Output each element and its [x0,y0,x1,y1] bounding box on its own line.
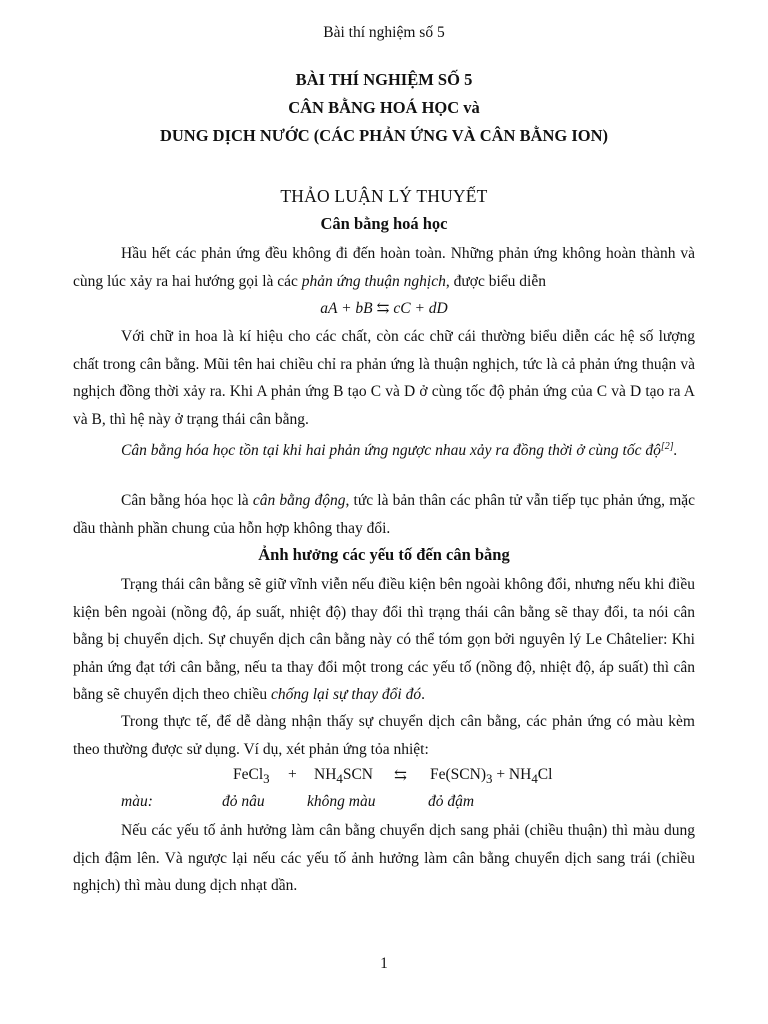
plus-nh4-text: + NH [492,766,532,783]
fecl3-base: FeCl [233,766,264,783]
products [430,766,552,787]
nh4cl-tail: Cl [537,766,553,783]
paragraph-5-italic: chống lại sự thay đổi đó [271,686,422,704]
document-title-line-2: CÂN BẰNG HOÁ HỌC và [288,98,480,117]
subheading-influencing-factors: Ảnh hưởng các yếu tố đến cân bằng [258,545,510,564]
reactant-nh4scn [314,766,373,787]
section-heading: THẢO LUẬN LÝ THUYẾT [280,186,488,206]
subheading-chemical-equilibrium: Cân bằng hoá học [320,214,448,233]
general-equilibrium-equation: aA + bB ⇆ cC + dD [320,300,448,317]
paragraph-1-tail: , được biểu diễn [445,272,546,290]
color-nh4scn: không màu [307,793,376,810]
paragraph-1-text: Hầu hết các phản ứng đều không đi đến hoàn toàn. Những phản ứng không hoàn thành và cùng lúc xảy ra hai hướng gọi là các [73,245,695,290]
paragraph-5-text: Trạng thái cân bằng sẽ giữ vĩnh viễn nếu điều kiện bên ngoài không đổi, nhưng nếu khi điều kiện bên ngoài (nồng độ, áp suất, nhiệt độ) thay đổi thì trạng thái cân bằng sẽ thay đổi, ta nói cân bằng bị chuyển dịch. Sự chuyển dịch cân bằng này có thể tóm gọn bởi nguyên lý Le Châtelier: Khi phản ứng đạt tới cân bằng, nếu ta thay đổi một trong các yếu tố (nồng độ, nhiệt độ, áp suất) thì cân bằng sẽ chuyển dịch theo chiều [73,576,695,704]
fecl3-subscript: 3 [263,771,270,787]
page-number: 1 [380,955,388,972]
paragraph-4-italic: cân bằng động [252,492,346,509]
document-title-line-3: DUNG DỊCH NƯỚC (CÁC PHẢN ỨNG VÀ CÂN BẰNG ION) [159,126,609,145]
paragraph-2: Với chữ in hoa là kí hiệu cho các chất, còn các chữ cái thường biểu diễn các hệ số lượng chất trong cân bằng. Mũi tên hai chiều chỉ ra phản ứng là thuận nghịch, tức là cả phản ứng thuận và nghịch đồng thời xảy ra. Khi A phản ứng B tạo C và D ở cùng tốc độ phản ứng của C và D tạo ra A và B, thì hệ này ở trạng thái cân bằng. [73,328,695,428]
equilibrium-arrow: ⇆ [394,767,407,784]
plus-sign-1: + [288,766,297,783]
nh4scn-tail: SCN [342,766,373,783]
nh4scn-base: NH [314,766,337,783]
color-fescn3: đỏ đậm [428,793,475,810]
paragraph-4-text: Cân bằng hóa học là [121,492,253,509]
paragraph-4-tail: , tức là bản thân các phân tử vẫn tiếp tục phản ứng, mặc dầu thành phần chung của hỗn hợp không thay đổi. [73,492,696,537]
reactant-fecl3 [233,766,270,787]
paragraph-4 [73,487,695,542]
paragraph-7: Nếu các yếu tố ảnh hưởng làm cân bằng chuyển dịch sang phải (chiều thuận) thì màu dung dịch đậm lên. Và ngược lại nếu các yếu tố ảnh hưởng làm cân bằng chuyển dịch sang trái (chiều nghịch) thì màu dung dịch nhạt dần. [73,822,695,895]
paragraph-3-text: Cân bằng hóa học tồn tại khi hai phản ứng ngược nhau xảy ra đồng thời ở cùng tốc độ [121,442,661,460]
color-label: màu: [121,793,153,810]
nh4cl-subscript: 4 [531,771,538,787]
running-header: Bài thí nghiệm số 5 [323,24,445,41]
paragraph-5-tail: . [421,686,425,704]
fescn3-head: Fe(SCN) [430,766,486,783]
document-title-line-1: BÀI THÍ NGHIỆM SỐ 5 [295,70,473,89]
paragraph-3-definition [73,433,695,465]
fescn3-subscript: 3 [485,771,493,787]
paragraph-6: Trong thực tế, để dễ dàng nhận thấy sự chuyển dịch cân bằng, các phản ứng có màu kèm theo thường được sử dụng. Ví dụ, xét phản ứng tỏa nhiệt: [73,713,695,758]
paragraph-1 [73,240,695,295]
paragraph-5 [73,571,695,709]
paragraph-3-end: . [673,442,678,460]
reference-marker[interactable]: [2] [660,441,674,452]
nh4scn-subscript: 4 [336,771,343,787]
color-fecl3: đỏ nâu [222,793,265,810]
paragraph-1-italic: phản ứng thuận nghịch [301,272,446,290]
